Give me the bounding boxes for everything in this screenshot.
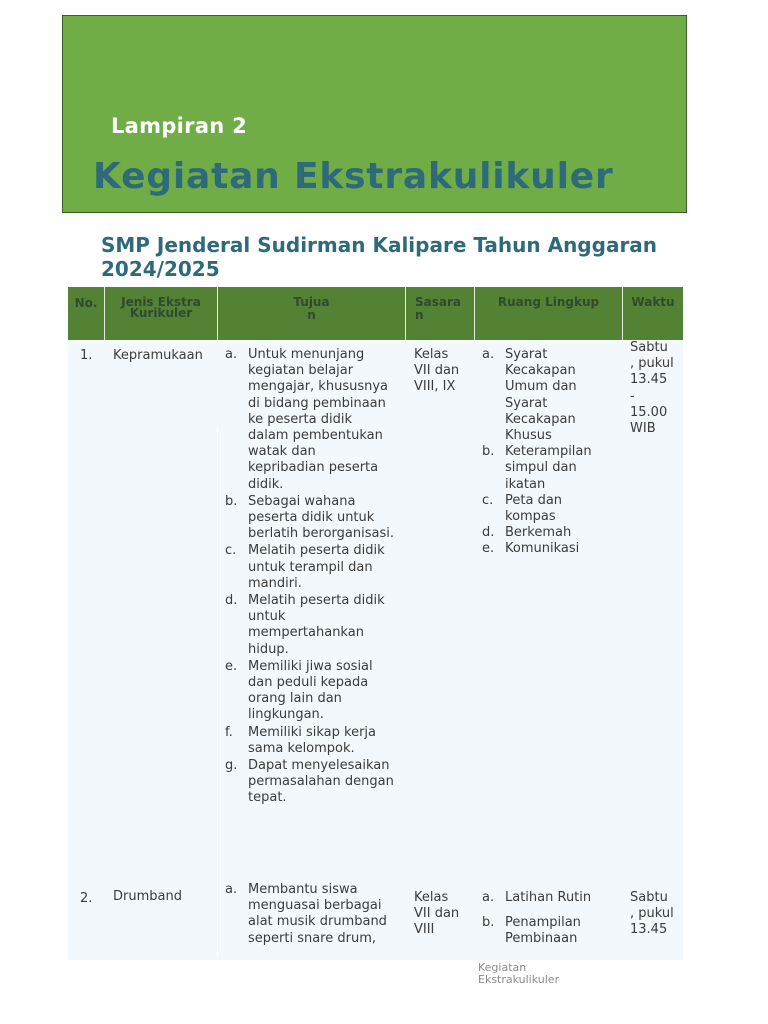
list-item-text: Melatih peserta didik untuk terampil dan mandiri.: [248, 543, 385, 591]
row2-tujuan-list: [225, 882, 395, 947]
row2-waktu: Sabtu , pukul 13.45: [630, 890, 674, 938]
list-marker: b.: [482, 915, 495, 930]
banner-subtitle: Lampiran 2: [111, 114, 248, 138]
row1-ruang-lingkup-list: [482, 347, 615, 558]
header-waktu: Waktu: [631, 295, 675, 309]
row1-sasaran: Kelas VII dan VIII, IX: [414, 347, 460, 395]
list-marker: a.: [482, 890, 495, 905]
header-sasaran: Sasara n: [415, 295, 461, 322]
list-item-text: Sebagai wahana peserta didik untuk berlatih berorganisasi.: [248, 493, 394, 542]
header-no: No.: [74, 296, 98, 310]
row2-sasaran: Kelas VII dan VIII: [414, 890, 460, 938]
list-item: [482, 541, 615, 557]
activities-table: [68, 287, 683, 960]
list-item: [482, 493, 615, 525]
list-item-text: Komunikasi: [505, 541, 580, 557]
list-item: [225, 543, 395, 592]
list-item: [225, 347, 395, 493]
list-item: [482, 890, 615, 906]
list-item-text: Untuk menunjang kegiatan belajar mengajar, khususnya di bidang pembinaan ke peserta didik dalam pembentukan watak dan kepribadian peserta didik.: [248, 347, 388, 492]
row1-jenis: Kepramukaan: [113, 348, 203, 363]
list-item: [225, 882, 395, 947]
table-header-row: [68, 287, 683, 340]
list-item: [225, 593, 395, 658]
list-item: [482, 347, 615, 444]
list-item: [225, 494, 395, 543]
row1-tujuan-list: [225, 347, 395, 807]
row1-waktu: Sabtu , pukul 13.45 - 15.00 WIB: [630, 340, 674, 437]
list-marker: f.: [225, 724, 233, 740]
row2-ruang-lingkup-list: [482, 890, 615, 947]
list-item-text: Memiliki sikap kerja sama kelompok.: [248, 724, 377, 756]
list-item-text: Memiliki jiwa sosial dan peduli kepada orang lain dan lingkungan.: [248, 658, 373, 723]
list-item: [225, 758, 395, 807]
list-marker: e.: [482, 541, 495, 557]
list-item: [482, 444, 615, 493]
list-item-text: Peta dan kompas: [505, 492, 563, 525]
list-marker: a.: [482, 347, 495, 362]
list-item-text: Syarat Kecakapan Umum dan Syarat Kecakapan Khusus: [505, 347, 577, 444]
school-heading: SMP Jenderal Sudirman Kalipare Tahun Anggaran 2024/2025: [101, 233, 658, 281]
header-ruang-lingkup: Ruang Lingkup: [497, 295, 600, 309]
header-jenis: Jenis Ekstra Kurikuler: [121, 295, 201, 320]
list-item-text: Melatih peserta didik untuk mempertahankan hidup.: [248, 593, 385, 657]
list-item-text: Dapat menyelesaikan permasalahan dengan tepat.: [248, 758, 394, 806]
row2-jenis: Drumband: [113, 889, 182, 904]
list-item: [482, 915, 615, 947]
list-item: [225, 659, 395, 724]
list-marker: a.: [225, 347, 238, 362]
list-item-text: Berkemah: [505, 525, 572, 541]
list-marker: c.: [482, 492, 494, 508]
list-item-text: Membantu siswa menguasai berbagai alat musik drumband seperti snare drum,: [248, 882, 387, 946]
row1-no: 1.: [80, 348, 93, 363]
list-marker: b.: [225, 493, 238, 509]
page-footer: Kegiatan Ekstrakulikuler: [478, 961, 560, 986]
list-marker: g.: [225, 758, 238, 774]
banner-title: Kegiatan Ekstrakulikuler: [93, 156, 614, 197]
list-item-text: Latihan Rutin: [505, 890, 592, 905]
list-item: [225, 725, 395, 757]
row2-no: 2.: [80, 891, 93, 906]
list-item-text: Keterampilan simpul dan ikatan: [505, 444, 592, 492]
list-marker: d.: [225, 593, 238, 609]
list-marker: c.: [225, 543, 237, 559]
header-tujuan: Tujua n: [293, 295, 330, 322]
list-marker: e.: [225, 658, 238, 674]
list-item: [482, 525, 615, 541]
list-marker: b.: [482, 444, 495, 460]
list-marker: d.: [482, 525, 495, 541]
title-banner: [62, 15, 687, 213]
list-item-text: Penampilan Pembinaan: [505, 915, 581, 946]
list-marker: a.: [225, 882, 238, 897]
